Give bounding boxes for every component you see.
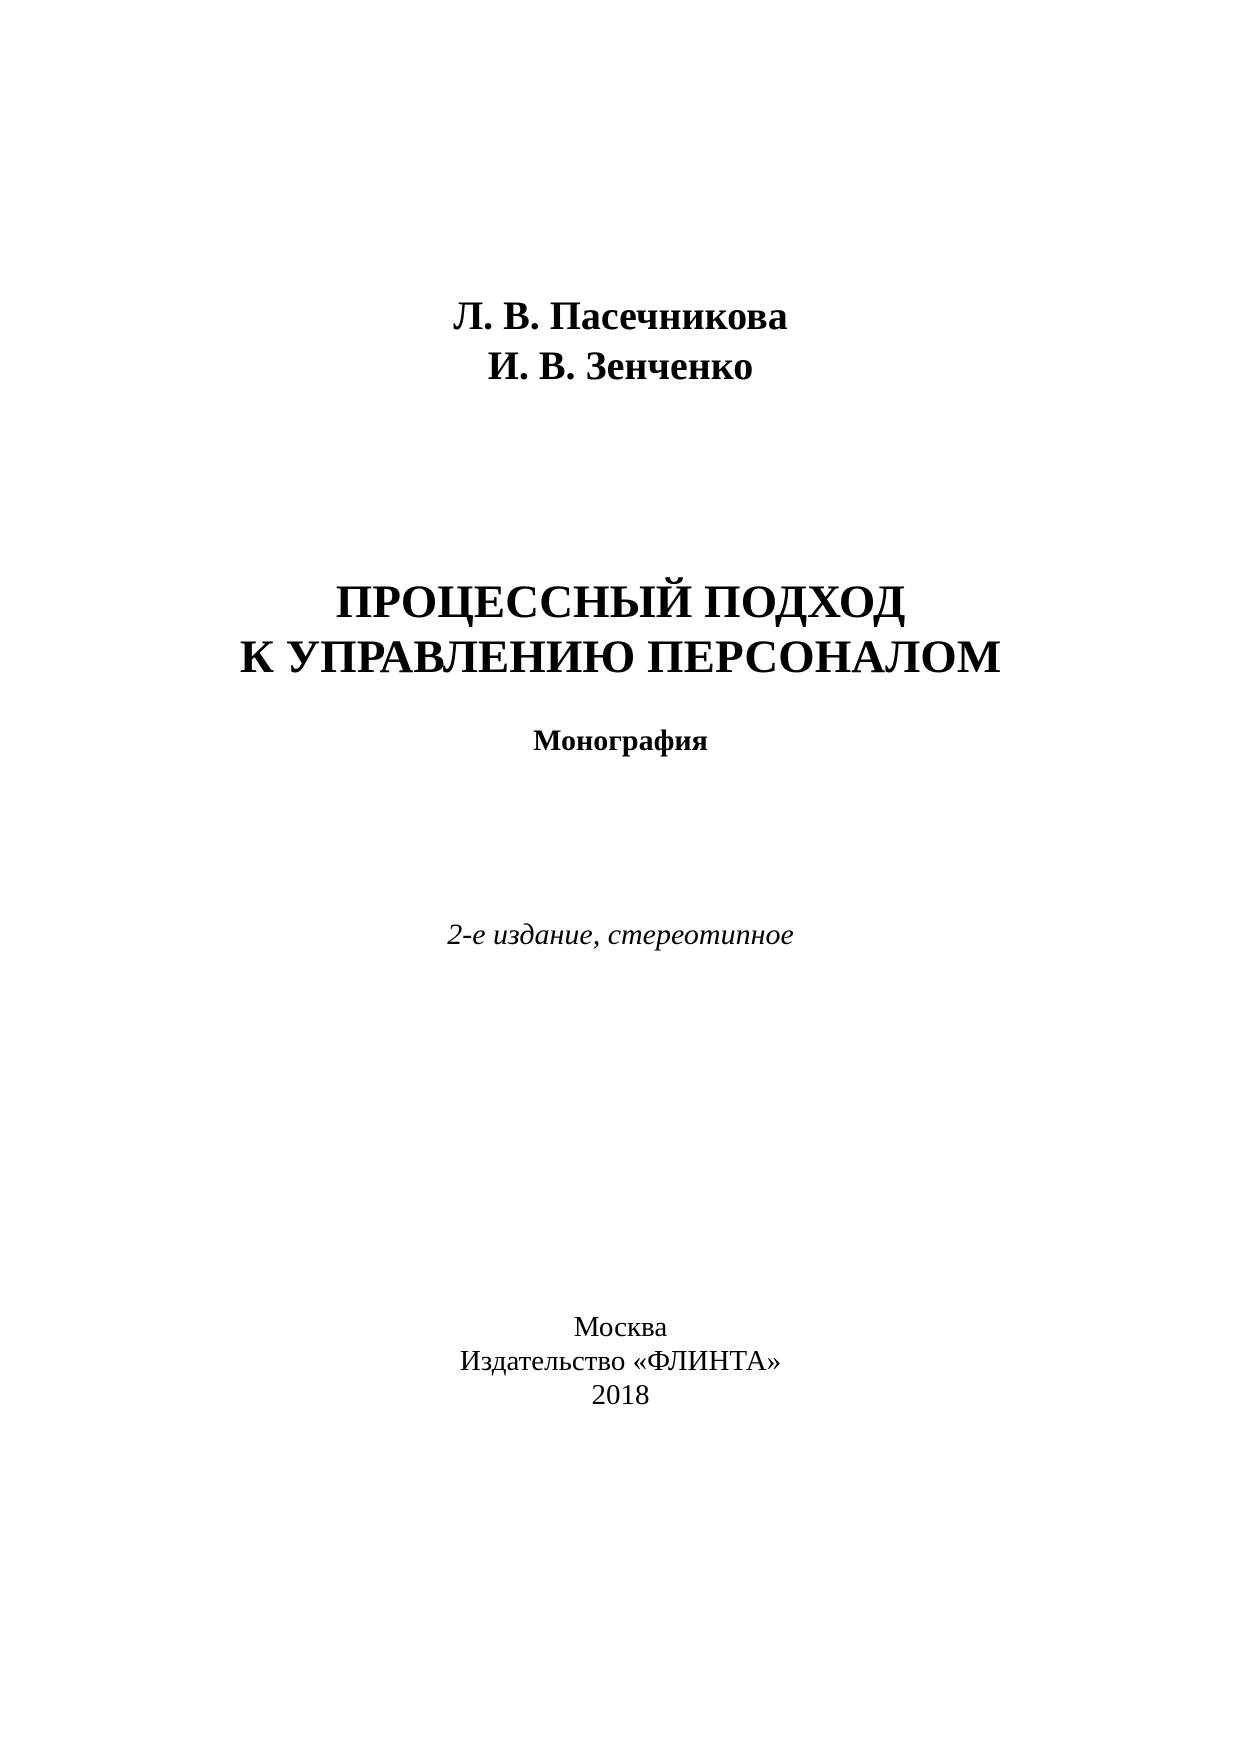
book-title-line-1: ПРОЦЕССНЫЙ ПОДХОД bbox=[335, 576, 906, 628]
author-2: И. В. Зенченко bbox=[487, 343, 754, 388]
imprint-publisher: Издательство «ФЛИНТА» bbox=[459, 1345, 782, 1377]
book-title-line-2: К УПРАВЛЕНИЮ ПЕРСОНАЛОМ bbox=[239, 631, 1002, 683]
edition-note: 2-е издание, стереотипное bbox=[447, 918, 794, 951]
author-1: Л. В. Пасечникова bbox=[453, 293, 788, 338]
book-genre: Монография bbox=[533, 724, 708, 757]
imprint-year: 2018 bbox=[591, 1379, 650, 1411]
imprint-city: Москва bbox=[573, 1311, 668, 1343]
